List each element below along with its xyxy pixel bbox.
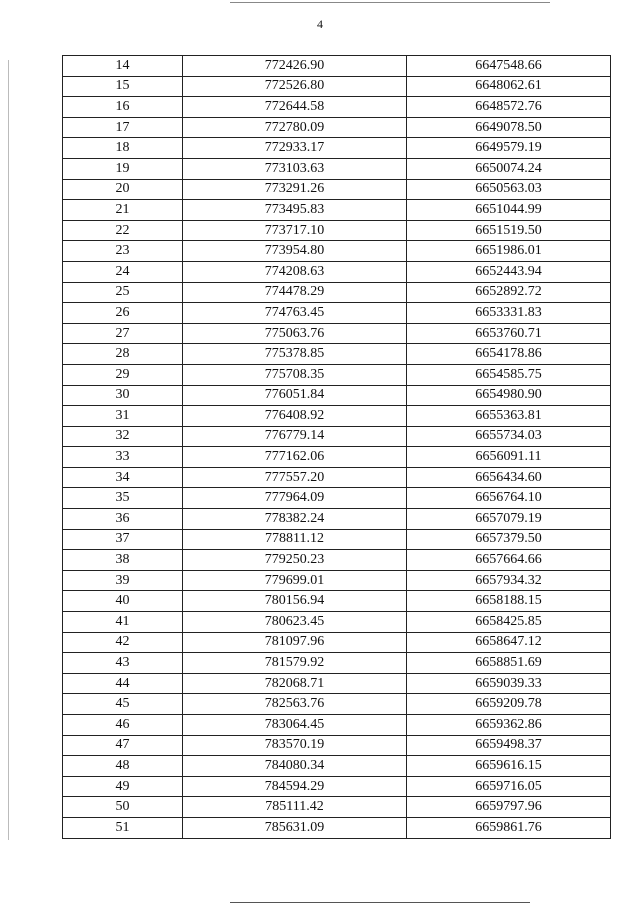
table-row [63, 612, 611, 633]
point-number-cell: 16 [63, 97, 183, 118]
y-coordinate-cell: 6659498.37 [407, 735, 611, 756]
table-row [63, 323, 611, 344]
y-coordinate-cell: 6651044.99 [407, 200, 611, 221]
scan-bottom-edge [230, 902, 530, 903]
point-number-cell: 49 [63, 776, 183, 797]
table-row [63, 138, 611, 159]
point-number-cell: 46 [63, 715, 183, 736]
point-number-cell: 14 [63, 56, 183, 77]
point-number-cell: 51 [63, 817, 183, 838]
x-coordinate-cell: 772526.80 [183, 76, 407, 97]
y-coordinate-cell: 6647548.66 [407, 56, 611, 77]
y-coordinate-cell: 6653760.71 [407, 323, 611, 344]
table-row [63, 776, 611, 797]
table-row [63, 200, 611, 221]
y-coordinate-cell: 6659861.76 [407, 817, 611, 838]
y-coordinate-cell: 6656434.60 [407, 467, 611, 488]
table-row [63, 97, 611, 118]
y-coordinate-cell: 6659039.33 [407, 673, 611, 694]
y-coordinate-cell: 6648062.61 [407, 76, 611, 97]
point-number-cell: 21 [63, 200, 183, 221]
x-coordinate-cell: 776408.92 [183, 406, 407, 427]
table-row [63, 220, 611, 241]
y-coordinate-cell: 6657664.66 [407, 550, 611, 571]
x-coordinate-cell: 777557.20 [183, 467, 407, 488]
x-coordinate-cell: 773103.63 [183, 158, 407, 179]
point-number-cell: 28 [63, 344, 183, 365]
table-row [63, 282, 611, 303]
x-coordinate-cell: 774208.63 [183, 261, 407, 282]
point-number-cell: 20 [63, 179, 183, 200]
x-coordinate-cell: 781097.96 [183, 632, 407, 653]
point-number-cell: 29 [63, 364, 183, 385]
y-coordinate-cell: 6659616.15 [407, 756, 611, 777]
table-row [63, 426, 611, 447]
x-coordinate-cell: 772780.09 [183, 117, 407, 138]
x-coordinate-cell: 784080.34 [183, 756, 407, 777]
table-row [63, 591, 611, 612]
x-coordinate-cell: 774478.29 [183, 282, 407, 303]
point-number-cell: 50 [63, 797, 183, 818]
table-row [63, 117, 611, 138]
y-coordinate-cell: 6655363.81 [407, 406, 611, 427]
page-number: 4 [317, 17, 323, 31]
x-coordinate-cell: 779699.01 [183, 570, 407, 591]
x-coordinate-cell: 784594.29 [183, 776, 407, 797]
table-row [63, 406, 611, 427]
table-row [63, 241, 611, 262]
x-coordinate-cell: 777964.09 [183, 488, 407, 509]
table-row [63, 364, 611, 385]
x-coordinate-cell: 777162.06 [183, 447, 407, 468]
x-coordinate-cell: 780623.45 [183, 612, 407, 633]
point-number-cell: 31 [63, 406, 183, 427]
x-coordinate-cell: 785111.42 [183, 797, 407, 818]
y-coordinate-cell: 6659716.05 [407, 776, 611, 797]
x-coordinate-cell: 783064.45 [183, 715, 407, 736]
x-coordinate-cell: 776051.84 [183, 385, 407, 406]
point-number-cell: 23 [63, 241, 183, 262]
table-row [63, 817, 611, 838]
table-row [63, 344, 611, 365]
table-row [63, 467, 611, 488]
point-number-cell: 39 [63, 570, 183, 591]
x-coordinate-cell: 783570.19 [183, 735, 407, 756]
table-row [63, 158, 611, 179]
x-coordinate-cell: 773495.83 [183, 200, 407, 221]
point-number-cell: 19 [63, 158, 183, 179]
scan-top-edge [230, 2, 550, 3]
point-number-cell: 44 [63, 673, 183, 694]
x-coordinate-cell: 772644.58 [183, 97, 407, 118]
point-number-cell: 33 [63, 447, 183, 468]
point-number-cell: 17 [63, 117, 183, 138]
table-row [63, 179, 611, 200]
point-number-cell: 38 [63, 550, 183, 571]
coordinates-table-body [63, 56, 611, 839]
x-coordinate-cell: 780156.94 [183, 591, 407, 612]
table-row [63, 261, 611, 282]
x-coordinate-cell: 774763.45 [183, 303, 407, 324]
point-number-cell: 35 [63, 488, 183, 509]
table-row [63, 735, 611, 756]
x-coordinate-cell: 776779.14 [183, 426, 407, 447]
y-coordinate-cell: 6658647.12 [407, 632, 611, 653]
y-coordinate-cell: 6658425.85 [407, 612, 611, 633]
y-coordinate-cell: 6653331.83 [407, 303, 611, 324]
point-number-cell: 25 [63, 282, 183, 303]
y-coordinate-cell: 6648572.76 [407, 97, 611, 118]
x-coordinate-cell: 775708.35 [183, 364, 407, 385]
x-coordinate-cell: 773954.80 [183, 241, 407, 262]
table-row [63, 76, 611, 97]
y-coordinate-cell: 6654178.86 [407, 344, 611, 365]
x-coordinate-cell: 785631.09 [183, 817, 407, 838]
point-number-cell: 26 [63, 303, 183, 324]
x-coordinate-cell: 772426.90 [183, 56, 407, 77]
table-row [63, 756, 611, 777]
point-number-cell: 15 [63, 76, 183, 97]
table-row [63, 797, 611, 818]
point-number-cell: 18 [63, 138, 183, 159]
y-coordinate-cell: 6659362.86 [407, 715, 611, 736]
table-row [63, 509, 611, 530]
table-row [63, 632, 611, 653]
x-coordinate-cell: 772933.17 [183, 138, 407, 159]
point-number-cell: 22 [63, 220, 183, 241]
point-number-cell: 41 [63, 612, 183, 633]
point-number-cell: 45 [63, 694, 183, 715]
y-coordinate-cell: 6656091.11 [407, 447, 611, 468]
x-coordinate-cell: 782563.76 [183, 694, 407, 715]
table-row [63, 653, 611, 674]
table-row [63, 488, 611, 509]
y-coordinate-cell: 6657079.19 [407, 509, 611, 530]
y-coordinate-cell: 6649579.19 [407, 138, 611, 159]
y-coordinate-cell: 6654585.75 [407, 364, 611, 385]
y-coordinate-cell: 6658188.15 [407, 591, 611, 612]
y-coordinate-cell: 6652892.72 [407, 282, 611, 303]
y-coordinate-cell: 6657379.50 [407, 529, 611, 550]
y-coordinate-cell: 6650074.24 [407, 158, 611, 179]
y-coordinate-cell: 6657934.32 [407, 570, 611, 591]
x-coordinate-cell: 779250.23 [183, 550, 407, 571]
y-coordinate-cell: 6651519.50 [407, 220, 611, 241]
point-number-cell: 40 [63, 591, 183, 612]
point-number-cell: 47 [63, 735, 183, 756]
x-coordinate-cell: 778382.24 [183, 509, 407, 530]
x-coordinate-cell: 775063.76 [183, 323, 407, 344]
x-coordinate-cell: 781579.92 [183, 653, 407, 674]
y-coordinate-cell: 6654980.90 [407, 385, 611, 406]
point-number-cell: 30 [63, 385, 183, 406]
table-row [63, 303, 611, 324]
table-row [63, 673, 611, 694]
y-coordinate-cell: 6655734.03 [407, 426, 611, 447]
point-number-cell: 48 [63, 756, 183, 777]
y-coordinate-cell: 6650563.03 [407, 179, 611, 200]
coordinates-table [62, 55, 611, 839]
y-coordinate-cell: 6659797.96 [407, 797, 611, 818]
table-row [63, 56, 611, 77]
table-row [63, 694, 611, 715]
point-number-cell: 24 [63, 261, 183, 282]
y-coordinate-cell: 6652443.94 [407, 261, 611, 282]
point-number-cell: 37 [63, 529, 183, 550]
table-row [63, 385, 611, 406]
y-coordinate-cell: 6656764.10 [407, 488, 611, 509]
table-row [63, 447, 611, 468]
table-row [63, 715, 611, 736]
table-row [63, 550, 611, 571]
y-coordinate-cell: 6659209.78 [407, 694, 611, 715]
scan-left-edge [8, 60, 9, 840]
x-coordinate-cell: 778811.12 [183, 529, 407, 550]
y-coordinate-cell: 6658851.69 [407, 653, 611, 674]
table-row [63, 529, 611, 550]
table-row [63, 570, 611, 591]
y-coordinate-cell: 6649078.50 [407, 117, 611, 138]
point-number-cell: 32 [63, 426, 183, 447]
x-coordinate-cell: 773717.10 [183, 220, 407, 241]
point-number-cell: 42 [63, 632, 183, 653]
point-number-cell: 36 [63, 509, 183, 530]
y-coordinate-cell: 6651986.01 [407, 241, 611, 262]
x-coordinate-cell: 782068.71 [183, 673, 407, 694]
point-number-cell: 34 [63, 467, 183, 488]
x-coordinate-cell: 775378.85 [183, 344, 407, 365]
x-coordinate-cell: 773291.26 [183, 179, 407, 200]
point-number-cell: 43 [63, 653, 183, 674]
point-number-cell: 27 [63, 323, 183, 344]
